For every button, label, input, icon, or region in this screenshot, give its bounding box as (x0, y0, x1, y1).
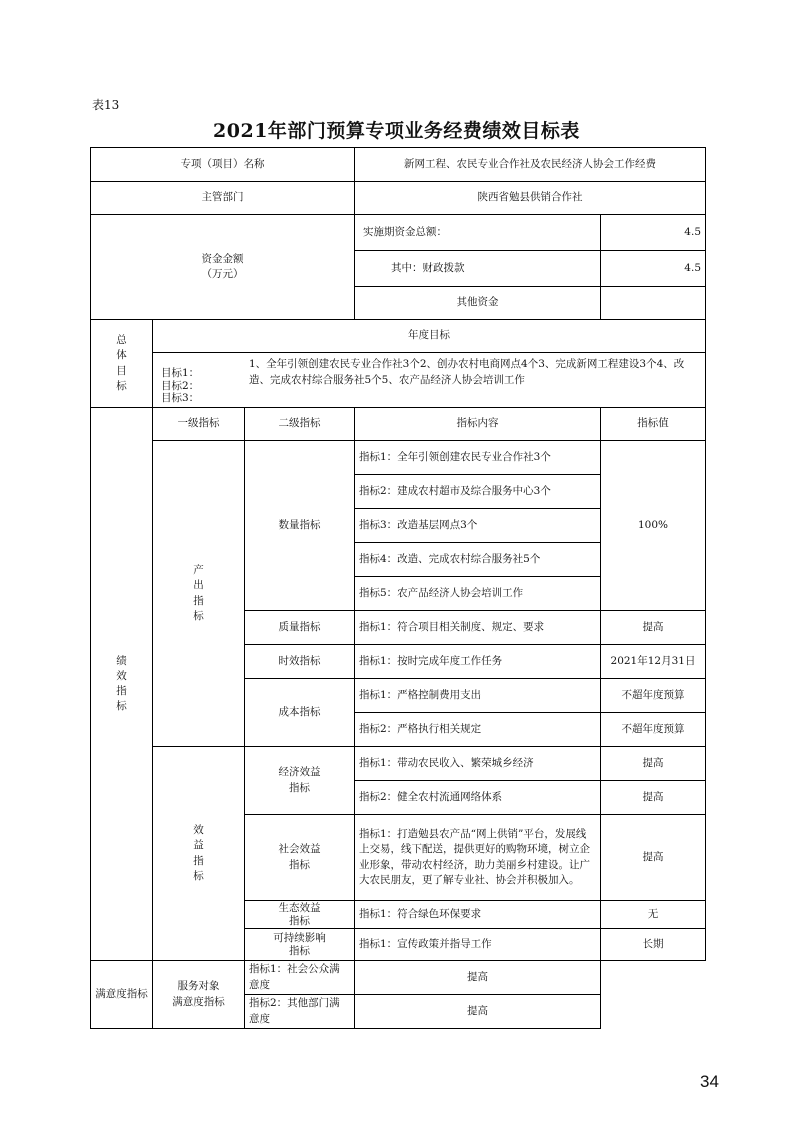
goal-2-label: 目标2： (161, 379, 200, 392)
service-value-2: 提高 (355, 995, 601, 1029)
fund-fiscal-value: 4.5 (601, 251, 706, 287)
fund-fiscal-label: 其中：财政拨款 (355, 251, 601, 287)
overall-goal-char: 标 (116, 379, 127, 392)
col-header-level2: 二级指标 (245, 408, 355, 441)
social-item: 指标1：打造勉县农产品“网上供销”平台，发展线上交易，线下配送，提供更好的购物环境，树立企业形象，带动农村经济，助力美丽乡村建设。让广大农民朋友，更了解专业社、协会并积极加入。 (355, 815, 601, 901)
quantity-item-5: 指标5：农产品经济人协会培训工作 (355, 577, 601, 611)
social-indicator-label (245, 815, 355, 901)
ecological-value: 无 (601, 901, 706, 929)
service-value-1: 提高 (355, 961, 601, 995)
overall-goal-char: 总 (116, 334, 127, 347)
performance-char: 效 (116, 669, 127, 682)
annual-goal-content (153, 353, 706, 408)
social-label-line2: 指标 (289, 858, 310, 871)
page-number: 34 (700, 1072, 719, 1091)
service-item-1: 指标1：社会公众满意度 (245, 961, 355, 995)
output-char: 指 (193, 594, 204, 607)
economic-value-1: 提高 (601, 747, 706, 781)
sustainable-item: 指标1：宣传政策并指导工作 (355, 929, 601, 961)
fund-total-value: 4.5 (601, 215, 706, 251)
annual-goal-header: 年度目标 (153, 320, 706, 353)
quantity-indicator-label: 数量指标 (245, 441, 355, 611)
timeliness-value: 2021年12月31日 (601, 645, 706, 679)
sustainable-indicator-label (245, 929, 355, 961)
effect-char: 标 (193, 869, 204, 882)
table-number: 表13 (92, 98, 120, 112)
sustainable-value: 长期 (601, 929, 706, 961)
goal-text: 1、全年引领创建农民专业合作社3个2、创办农村电商网点4个3、完成新网工程建设3个4、改造、完成农村综合服务社5个5、农产品经济人协会培训工作 (249, 358, 685, 387)
quantity-item-1: 指标1：全年引领创建农民专业合作社3个 (355, 441, 601, 475)
fund-amount-label-line1: 资金金额 (201, 252, 244, 265)
quantity-item-2: 指标2：建成农村超市及综合服务中心3个 (355, 475, 601, 509)
economic-value-2: 提高 (601, 781, 706, 815)
overall-goal-char: 体 (116, 349, 127, 362)
performance-char: 绩 (116, 654, 127, 667)
performance-section-label (91, 408, 153, 961)
cost-item-1: 指标1：严格控制费用支出 (355, 679, 601, 713)
social-label-line1: 社会效益 (278, 843, 321, 856)
output-char: 标 (193, 609, 204, 622)
page-title: 2021年部门预算专项业务经费绩效目标表 (213, 120, 580, 142)
fund-total-label: 实施期资金总额： (355, 215, 601, 251)
sustainable-label-line1: 可持续影响 (273, 931, 326, 944)
quantity-value: 100% (601, 441, 706, 611)
economic-label-line1: 经济效益 (278, 766, 321, 779)
economic-item-1: 指标1：带动农民收入、繁荣城乡经济 (355, 747, 601, 781)
timeliness-item: 指标1：按时完成年度工作任务 (355, 645, 601, 679)
dept-label: 主管部门 (91, 182, 355, 215)
goal-1-label: 目标1： (161, 367, 200, 379)
quantity-item-4: 指标4：改造、完成农村综合服务社5个 (355, 543, 601, 577)
overall-goal-char: 目 (116, 364, 127, 377)
economic-label-line2: 指标 (289, 781, 310, 794)
output-char: 产 (193, 564, 204, 577)
effect-char: 益 (193, 839, 204, 852)
cost-item-2: 指标2：严格执行相关规定 (355, 713, 601, 747)
social-value: 提高 (601, 815, 706, 901)
ecological-item: 指标1：符合绿色环保要求 (355, 901, 601, 929)
economic-item-2: 指标2：健全农村流通网络体系 (355, 781, 601, 815)
col-header-level1: 一级指标 (153, 408, 245, 441)
performance-char: 指 (116, 685, 127, 697)
cost-value-2: 不超年度预算 (601, 713, 706, 747)
performance-char: 标 (116, 700, 127, 713)
effect-indicator-label (153, 747, 245, 961)
service-indicator-label (153, 961, 245, 1029)
fund-amount-label-line2: （万元） (201, 268, 244, 280)
project-name-label: 专项（项目）名称 (91, 148, 355, 182)
overall-goal-section-label (91, 320, 153, 408)
timeliness-indicator-label: 时效指标 (245, 645, 355, 679)
effect-char: 效 (193, 824, 204, 837)
output-indicator-label (153, 441, 245, 747)
cost-value-1: 不超年度预算 (601, 679, 706, 713)
quality-value: 提高 (601, 611, 706, 645)
fund-other-value (601, 287, 706, 320)
sustainable-label-line2: 指标 (289, 944, 310, 957)
satisfaction-indicator-label: 满意度指标 (91, 961, 153, 1029)
project-name-value: 新网工程、农民专业合作社及农民经济人协会工作经费 (355, 148, 706, 182)
fund-other-label: 其他资金 (355, 287, 601, 320)
quantity-item-3: 指标3：改造基层网点3个 (355, 509, 601, 543)
goal-labels (161, 367, 199, 405)
economic-indicator-label (245, 747, 355, 815)
fund-amount-label (91, 215, 355, 320)
quality-indicator-label: 质量指标 (245, 611, 355, 645)
service-label-line2: 满意度指标 (172, 995, 225, 1008)
effect-char: 指 (193, 854, 204, 867)
goal-3-label: 目标3： (161, 392, 200, 405)
output-char: 出 (193, 579, 204, 592)
service-label-line1: 服务对象 (177, 980, 220, 993)
cost-indicator-label: 成本指标 (245, 679, 355, 747)
service-item-2: 指标2：其他部门满意度 (245, 995, 355, 1029)
dept-value: 陕西省勉县供销合作社 (355, 182, 706, 215)
col-header-value: 指标值 (601, 408, 706, 441)
col-header-content: 指标内容 (355, 408, 601, 441)
ecological-indicator-label (245, 901, 355, 929)
performance-target-table (90, 147, 706, 1029)
quality-item: 指标1：符合项目相关制度、规定、要求 (355, 611, 601, 645)
ecological-label-line1: 生态效益 (278, 901, 321, 914)
ecological-label-line2: 指标 (289, 914, 310, 927)
